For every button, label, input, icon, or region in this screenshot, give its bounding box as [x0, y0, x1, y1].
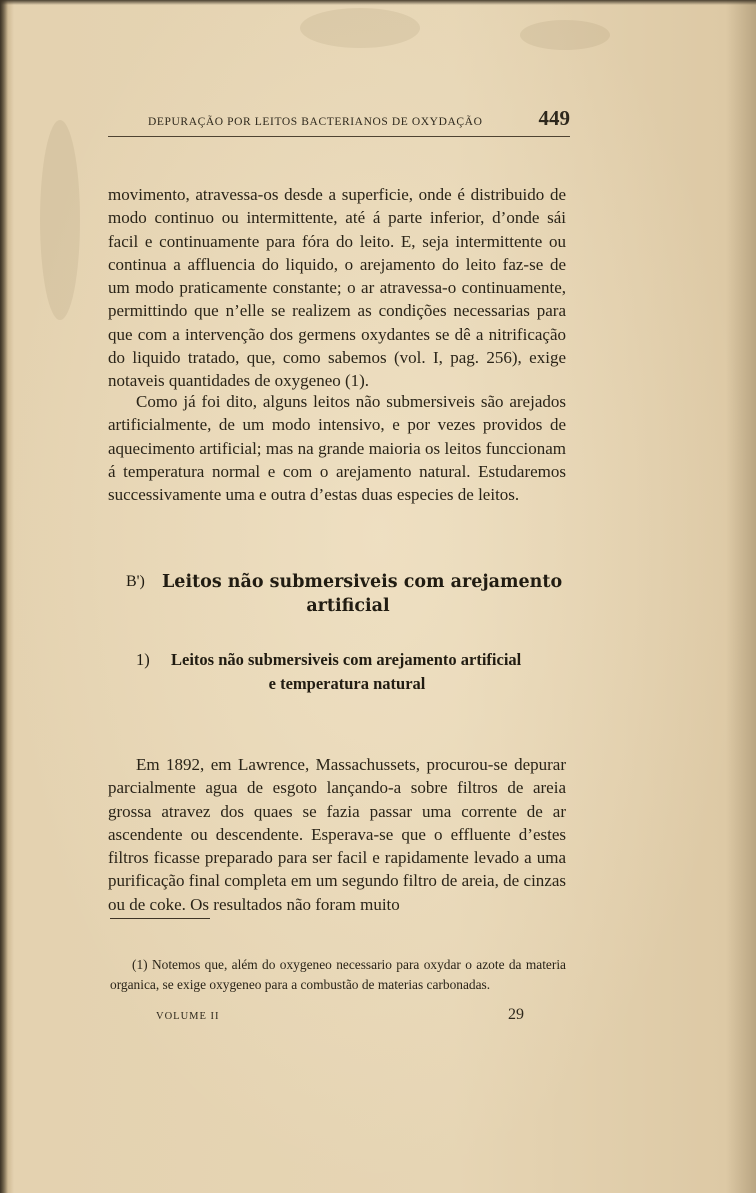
- paragraph: movimento, atravessa-os desde a superficie, onde é distribuido de modo continuo ou intermittente, até á parte inferior, d’onde sái facil e continuamente para fóra do leito. E, seja intermittente ou continua a affluencia do liquido, o arejamento do leito faz-se de um modo praticamente constante; o ar atravessa-o continuamente, permittindo que n’elle se realizem as condições necessarias para que com a intervenção dos germens oxydantes se dê a nitrificação do liquido tratado, que, como sabemos (vol. I, pag. 256), exige notaveis quantidades de oxygeneo (1).: [108, 185, 566, 391]
- paper-stain: [520, 20, 610, 50]
- page-number: 449: [538, 106, 570, 130]
- page-binding-shadow: [0, 0, 8, 1193]
- running-title: DEPURAÇÃO POR LEITOS BACTERIANOS DE OXYDAÇÃO: [148, 116, 483, 128]
- paper-stain: [300, 8, 420, 48]
- subsection-marker: 1): [136, 650, 150, 669]
- section-heading-line: artificial: [306, 596, 390, 616]
- section-marker: B'): [126, 573, 145, 590]
- subsection-heading-line: Leitos não submersiveis com arejamento artificial: [171, 650, 522, 669]
- running-head: [108, 106, 570, 137]
- section-heading-line: Leitos não submersiveis com arejamento: [162, 572, 563, 592]
- signature-volume: VOLUME II: [156, 1011, 220, 1022]
- page-top-edge-shadow: [0, 0, 756, 5]
- signature-number: 29: [508, 1006, 524, 1023]
- paragraph: Em 1892, em Lawrence, Massachussets, procurou-se depurar parcialmente agua de esgoto lançando-a sobre filtros de areia grossa atravez dos quaes se fazia passar uma corrente de ar ascendente ou descendente. Esperava-se que o effluente d’estes filtros ficasse preparado para ser facil e rapidamente levado a uma purificação final completa em um segundo filtro de areia, de cinzas ou de coke. Os resultados não foram muito: [108, 755, 566, 914]
- footnote-divider: [110, 918, 210, 919]
- paragraph: Como já foi dito, alguns leitos não submersiveis são arejados artificialmente, de um modo intensivo, e por vezes providos de aquecimento artificial; mas na grande maioria os leitos funccionam á temperatura normal e com o arejamento natural. Estudaremos successivamente uma e outra d’estas duas especies de leitos.: [108, 392, 566, 505]
- paper-stain: [40, 120, 80, 320]
- subsection-heading-line: e temperatura natural: [268, 674, 426, 693]
- footnote: (1) Notemos que, além do oxygeneo necessario para oxydar o azote da materia organica, se exige oxygeneo para a combustão de materias carbonadas.: [110, 957, 566, 993]
